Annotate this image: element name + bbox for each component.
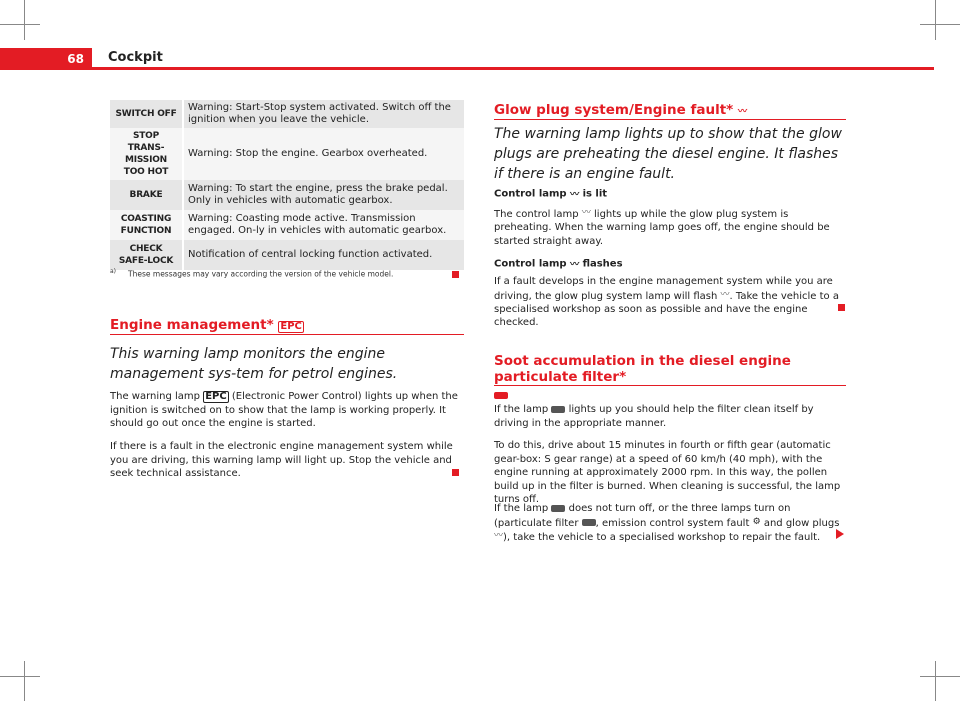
glow-lead: The warning lamp lights up to show that the glow plugs are preheating the diesel engine. It flashes if there is an engine fault. — [494, 126, 842, 182]
engine-para-1-pre: The warning lamp — [110, 391, 200, 402]
glow-para-1-pre: The control lamp — [494, 208, 579, 220]
particulate-filter-icon — [582, 519, 596, 526]
crop-mark — [0, 24, 40, 25]
soot-heading — [494, 353, 850, 401]
soot-para-3-e: ), take the vehicle to a specialised workshop to repair the fault. — [503, 531, 821, 543]
particulate-filter-icon — [551, 406, 565, 413]
glow-plug-icon: 〰 — [570, 260, 580, 270]
glow-sub-2 — [494, 257, 623, 270]
glow-plug-icon: 〰 — [737, 106, 747, 117]
epc-icon: EPC — [205, 391, 227, 402]
glow-para-2-pre: If a fault develops in the engine management system while you are driving, the glow plug system lamp will flash — [494, 276, 833, 302]
table-row — [110, 180, 464, 210]
message-code: STOP TRANS-MISSION TOO HOT — [110, 128, 183, 180]
engine-rule — [110, 334, 464, 335]
glow-title: Glow plug system/Engine fault* — [494, 102, 734, 118]
crop-mark — [920, 24, 960, 25]
glow-sub-2-post: flashes — [582, 258, 623, 270]
glow-sub-1-post: is lit — [582, 188, 608, 200]
table-row — [110, 128, 464, 180]
engine-para-1 — [110, 390, 464, 431]
soot-para-3-c: , emission control system fault — [595, 517, 750, 529]
message-desc: Warning: Stop the engine. Gearbox overheated. — [183, 128, 464, 180]
epc-icon: EPC — [280, 321, 302, 332]
glow-sub-1 — [494, 187, 607, 200]
section-end-mark — [452, 469, 459, 476]
soot-para-1-pre: If the lamp — [494, 404, 549, 415]
soot-para-3 — [494, 502, 846, 544]
footnote-mark: a) — [110, 268, 117, 275]
particulate-filter-icon — [551, 505, 565, 512]
section-title: Cockpit — [108, 50, 163, 65]
soot-para-2: To do this, drive about 15 minutes in fourth or fifth gear (automatic gear-box: S gear range) at a speed of 60 km/h (40 mph), with the engine running at approximately 2000 rpm. In this way, the pollen build up in the filter is burned. When cleaning is successful, the lamp turns off. — [494, 440, 841, 505]
crop-mark — [24, 0, 25, 40]
crop-mark — [935, 661, 936, 701]
engine-heading — [110, 317, 304, 333]
page-number: 68 — [0, 48, 92, 70]
glow-plug-icon: 〰 — [570, 190, 580, 200]
soot-para-1 — [494, 403, 840, 430]
emission-control-icon: ⚙ — [752, 516, 761, 527]
soot-title: Soot accumulation in the diesel engine particulate filter* — [494, 353, 791, 385]
glow-heading — [494, 102, 747, 118]
soot-para-3-a: If the lamp — [494, 503, 549, 514]
message-table — [110, 100, 464, 270]
continue-arrow-icon — [836, 529, 844, 539]
crop-mark — [0, 676, 40, 677]
glow-plug-icon: 〰 — [581, 208, 591, 218]
glow-para-1 — [494, 207, 840, 248]
message-code: COASTING FUNCTION — [110, 210, 183, 240]
engine-lead: This warning lamp monitors the engine management sys-tem for petrol engines. — [110, 346, 398, 382]
crop-mark — [24, 661, 25, 701]
glow-sub-1-pre: Control lamp — [494, 188, 567, 200]
table-row — [110, 240, 464, 270]
glow-plug-icon: 〰 — [494, 530, 504, 541]
particulate-filter-icon — [494, 392, 508, 399]
header-rule — [92, 67, 934, 70]
section-end-mark — [452, 271, 459, 278]
soot-para-1-post: lights up you should help the filter clean itself by driving in the appropriate manner. — [494, 404, 814, 429]
table-row — [110, 100, 464, 128]
glow-para-1-post: lights up while the glow plug system is preheating. When the warning lamp goes off, the engine should be started straight away. — [494, 208, 830, 247]
glow-rule — [494, 119, 846, 120]
table-row — [110, 210, 464, 240]
footnote-text: These messages may vary according the version of the vehicle model. — [128, 269, 394, 279]
glow-para-2-post: . Take the vehicle to a specialised workshop as soon as possible and have the engine checked. — [494, 290, 839, 329]
glow-sub-2-pre: Control lamp — [494, 258, 567, 270]
engine-para-2: If there is a fault in the electronic engine management system while you are driving, this warning lamp will light up. Stop the vehicle and seek technical assistance. — [110, 441, 453, 479]
message-code: BRAKE — [110, 180, 183, 210]
engine-title: Engine management* — [110, 317, 274, 333]
message-code: CHECK SAFE-LOCK — [110, 240, 183, 270]
message-code: SWITCH OFF — [110, 100, 183, 128]
message-desc: Warning: Start-Stop system activated. Switch off the ignition when you leave the vehicle. — [183, 100, 464, 128]
message-desc: Warning: Coasting mode active. Transmission engaged. On-ly in vehicles with automatic gearbox. — [183, 210, 464, 240]
engine-para-1-post: (Electronic Power Control) lights up when the ignition is switched on to show that the lamp is working properly. It should go out once the engine is started. — [110, 391, 458, 429]
crop-mark — [935, 0, 936, 40]
soot-para-3-b: does not turn off, or the three lamps turn on (particulate filter — [494, 503, 791, 529]
section-end-mark — [838, 304, 845, 311]
glow-plug-icon: 〰 — [720, 289, 730, 300]
glow-para-2 — [494, 275, 844, 330]
soot-para-3-d: and glow plugs — [763, 517, 840, 529]
message-desc: Notification of central locking function activated. — [183, 240, 464, 270]
message-desc: Warning: To start the engine, press the brake pedal. Only in vehicles with automatic gearbox. — [183, 180, 464, 210]
soot-rule — [494, 385, 846, 386]
table-footnote — [110, 268, 450, 279]
crop-mark — [920, 676, 960, 677]
